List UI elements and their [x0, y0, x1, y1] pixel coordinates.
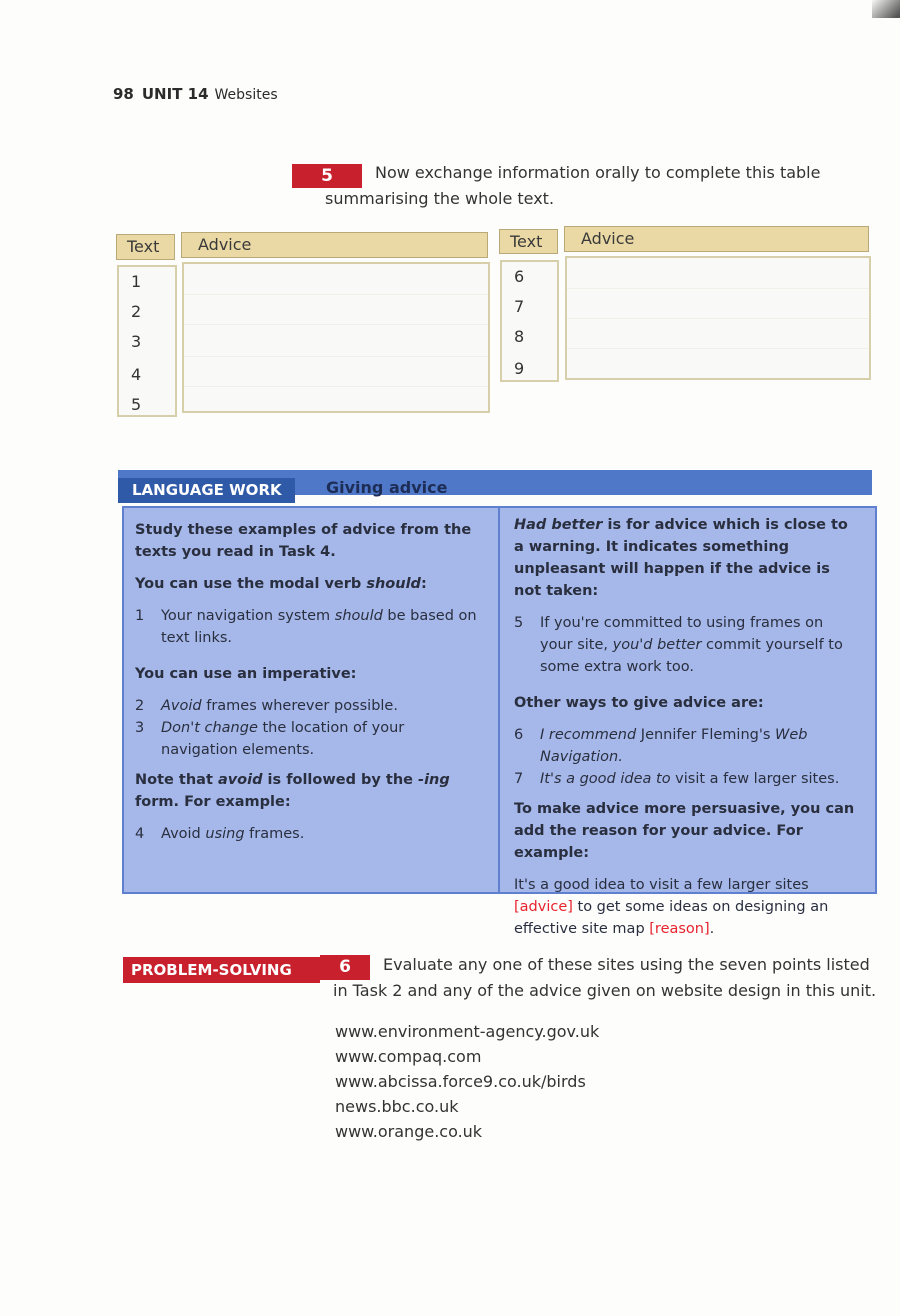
lw-example-1: 1 Your navigation system should be based on text links.	[135, 608, 477, 646]
task-6-instruction: Evaluate any one of these sites using the seven points listed in Task 2 and any of the advice given on website design in this unit.	[333, 955, 877, 1000]
page-number: 98	[113, 85, 134, 103]
task-5-instruction: Now exchange information orally to complete this table summarising the whole text.	[325, 163, 821, 208]
website-url: news.bbc.co.uk	[335, 1097, 459, 1116]
website-list	[335, 1019, 599, 1144]
lw-example-3: 3 Don't change the location of your navigation elements.	[135, 720, 405, 758]
website-url: www.orange.co.uk	[335, 1122, 483, 1141]
right-table-text-column	[500, 260, 559, 382]
lw-imperative-heading: You can use an imperative:	[135, 666, 357, 682]
lw-example-7: 7 It's a good idea to visit a few larger sites.	[514, 771, 840, 787]
right-table-text-header: Text	[499, 229, 558, 254]
right-table-row-number: 9	[514, 359, 525, 378]
lw-example-4: 4 Avoid using frames.	[135, 826, 305, 842]
page-corner-shadow	[872, 0, 900, 18]
lw-intro: Study these examples of advice from the texts you read in Task 4.	[135, 522, 472, 560]
task-6-badge: 6	[320, 955, 370, 980]
right-table-row-number: 7	[514, 297, 525, 316]
reason-marker: [reason]	[649, 921, 710, 937]
lw-persuasive-example: It's a good idea to visit a few larger sites [advice] to get some ideas on designing an effective site map [reason].	[514, 877, 829, 937]
lw-example-5: 5 If you're committed to using frames on your site, you'd better commit yourself to some extra work too.	[514, 615, 843, 675]
left-table-row-number: 5	[131, 395, 142, 414]
left-table-row-number: 3	[131, 332, 142, 351]
language-work-left-column	[135, 519, 485, 853]
problem-solving-tag: PROBLEM-SOLVING	[123, 957, 320, 983]
lw-other-ways-heading: Other ways to give advice are:	[514, 695, 764, 711]
task-5-badge: 5	[292, 164, 362, 188]
running-head	[113, 85, 278, 103]
lw-persuasive-heading: To make advice more persuasive, you can add the reason for your advice. For example:	[514, 801, 855, 861]
website-url: www.abcissa.force9.co.uk/birds	[335, 1072, 586, 1091]
left-table-row-number: 2	[131, 302, 142, 321]
language-work-right-column	[514, 514, 859, 950]
website-url: www.environment-agency.gov.uk	[335, 1022, 600, 1041]
language-work-title: Giving advice	[326, 478, 448, 497]
lw-note: Note that avoid is followed by the -ing form. For example:	[135, 772, 450, 810]
website-url: www.compaq.com	[335, 1047, 482, 1066]
language-work-divider	[498, 506, 500, 894]
unit-topic: Websites	[214, 87, 278, 103]
unit-label: UNIT 14	[141, 85, 209, 103]
lw-example-6: 6 I recommend Jennifer Fleming's Web Navigation.	[514, 727, 808, 765]
language-work-tag: LANGUAGE WORK	[118, 478, 295, 503]
right-table-advice-column	[565, 256, 871, 380]
left-table-advice-header: Advice	[181, 232, 488, 258]
advice-marker: [advice]	[514, 899, 573, 915]
left-table-text-header: Text	[116, 234, 175, 260]
lw-should-heading: You can use the modal verb should:	[135, 576, 427, 592]
left-table-row-number: 1	[131, 272, 142, 291]
left-table-text-column	[117, 265, 177, 417]
lw-had-better-heading: Had better is for advice which is close to a warning. It indicates something unpleasant will happen if the advice is not taken:	[514, 517, 848, 599]
lw-example-2: 2 Avoid frames wherever possible.	[135, 698, 398, 714]
right-table-row-number: 6	[514, 267, 525, 286]
left-table-advice-column	[182, 262, 490, 413]
right-table-row-number: 8	[514, 327, 525, 346]
right-table-advice-header: Advice	[564, 226, 869, 252]
left-table-row-number: 4	[131, 365, 142, 384]
